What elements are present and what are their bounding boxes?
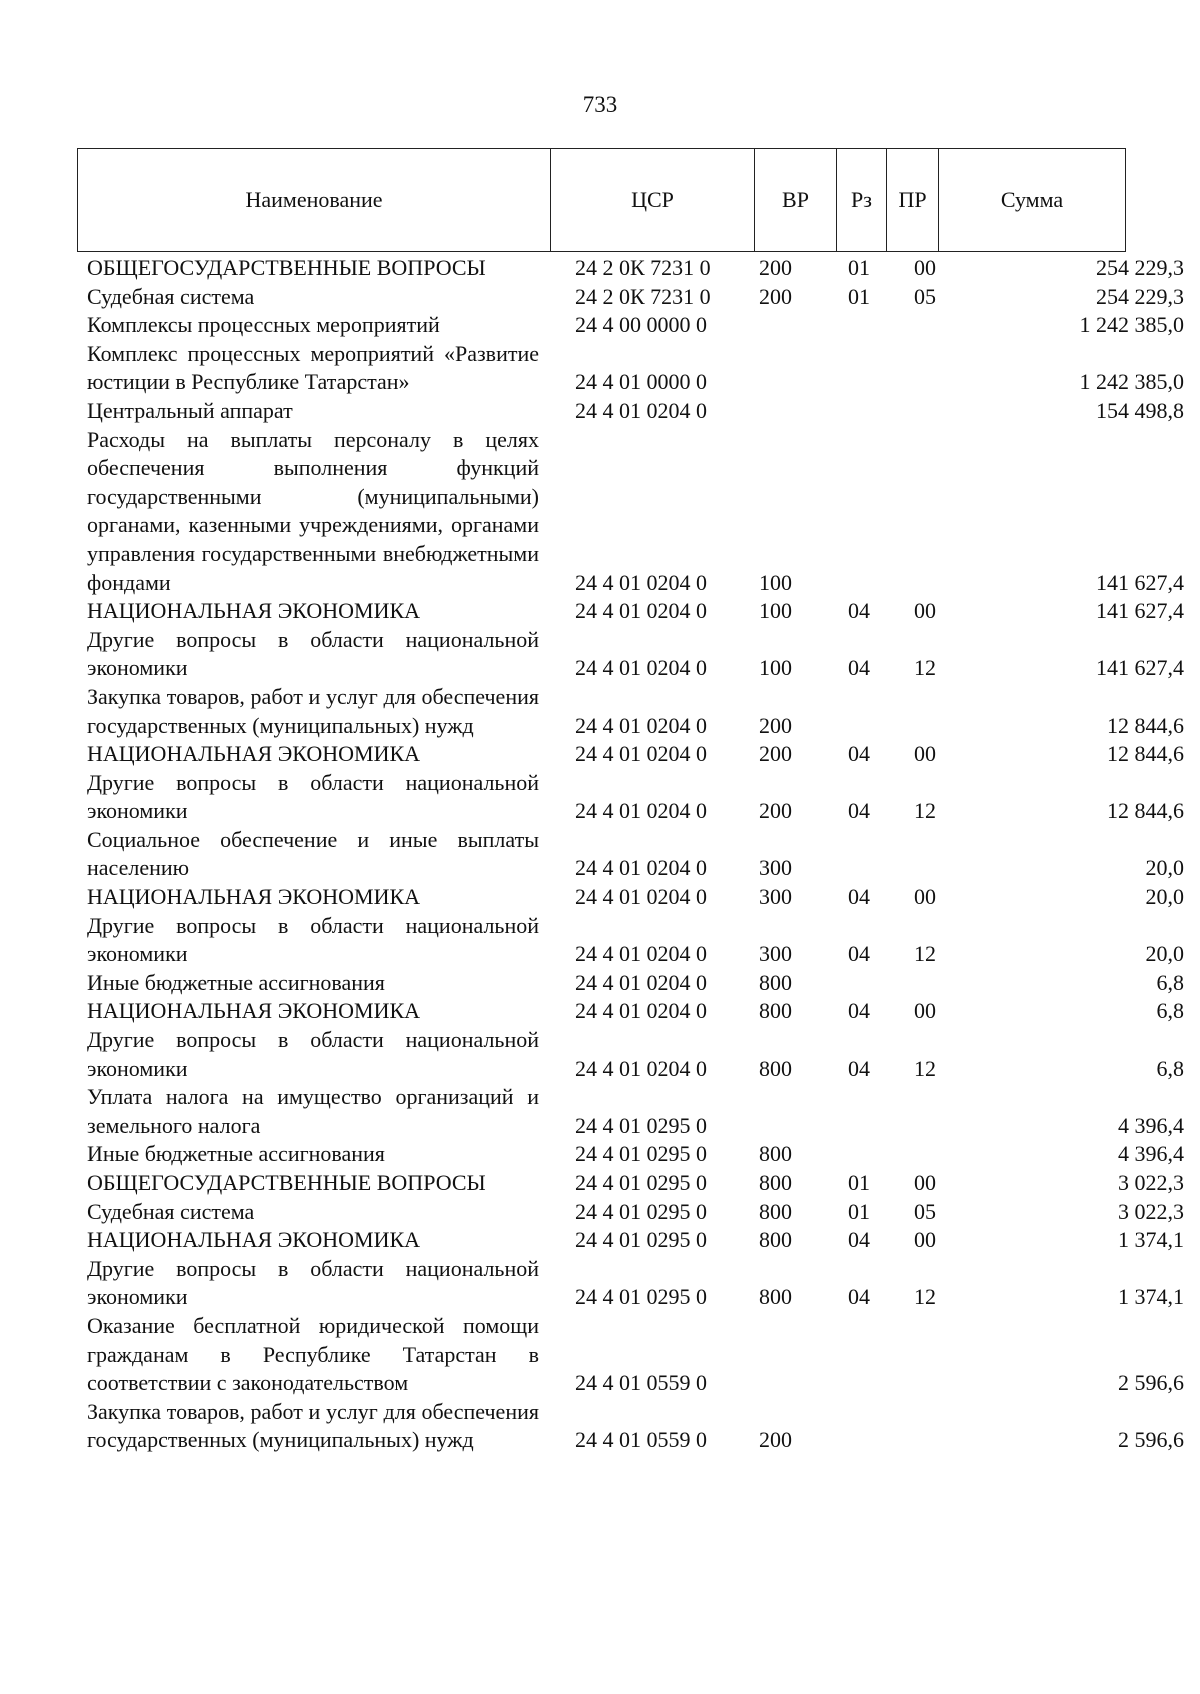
cell-rz: 04 — [848, 884, 870, 910]
cell-csr: 24 4 01 0295 0 — [575, 1284, 707, 1310]
cell-sum: 254 229,3 — [1096, 283, 1184, 309]
cell-csr: 24 4 01 0204 0 — [575, 1055, 707, 1081]
cell-csr: 24 4 01 0204 0 — [575, 884, 707, 910]
table-body — [0, 254, 1200, 1455]
cell-csr: 24 4 01 0295 0 — [575, 1198, 707, 1224]
cell-name: Другие вопросы в области национальной экономики — [87, 1027, 539, 1081]
cell-vr: 200 — [759, 798, 792, 824]
table-row — [0, 1398, 1200, 1455]
page-number: 733 — [582, 92, 618, 117]
cell-csr: 24 4 01 0204 0 — [575, 569, 707, 595]
table-row — [0, 597, 1200, 626]
cell-name: Закупка товаров, работ и услуг для обеспечения государственных (муниципальных) нужд — [87, 683, 539, 738]
cell-rz: 04 — [848, 998, 870, 1024]
cell-rz: 01 — [848, 1198, 870, 1224]
table-row — [0, 740, 1200, 769]
cell-name: Другие вопросы в области национальной экономики — [87, 912, 539, 967]
cell-name: НАЦИОНАЛЬНАЯ ЭКОНОМИКА — [87, 741, 421, 767]
header-name: Наименование — [245, 187, 383, 212]
cell-csr: 24 4 01 0204 0 — [575, 397, 707, 423]
cell-csr: 24 4 01 0295 0 — [575, 1170, 707, 1195]
cell-sum: 2 596,6 — [1118, 1370, 1184, 1396]
cell-csr: 24 4 01 0204 0 — [575, 798, 707, 824]
cell-sum: 12 844,6 — [1107, 798, 1184, 824]
cell-csr: 24 4 01 0204 0 — [575, 712, 707, 738]
cell-name: Иные бюджетные ассигнования — [87, 969, 385, 995]
cell-name: Уплата налога на имущество организаций и земельного налога — [87, 1084, 539, 1138]
cell-sum: 12 844,6 — [1107, 741, 1184, 767]
cell-vr: 100 — [759, 598, 792, 624]
table-row — [0, 1026, 1200, 1083]
cell-rz: 04 — [848, 1284, 870, 1310]
cell-csr: 24 4 01 0204 0 — [575, 941, 707, 967]
cell-vr: 800 — [759, 1227, 792, 1253]
header-csr: ЦСР — [550, 149, 754, 251]
header-sum: Сумма — [938, 149, 1125, 251]
cell-vr: 300 — [759, 855, 792, 881]
cell-sum: 6,8 — [1156, 1055, 1184, 1081]
cell-vr: 800 — [759, 1055, 792, 1081]
cell-sum: 20,0 — [1145, 941, 1184, 967]
cell-name: Центральный аппарат — [87, 397, 293, 423]
table-header — [77, 148, 1126, 252]
table-row — [0, 254, 1200, 283]
cell-pr: 05 — [914, 1198, 936, 1224]
cell-vr: 200 — [759, 283, 792, 309]
cell-sum: 20,0 — [1145, 855, 1184, 881]
table-row — [0, 426, 1200, 598]
cell-sum: 6,8 — [1156, 969, 1184, 995]
cell-pr: 12 — [914, 941, 936, 967]
cell-name: Комплекс процессных мероприятий «Развитие юстиции в Республике Татарстан» — [87, 340, 539, 395]
cell-pr: 12 — [914, 655, 936, 681]
cell-name: ОБЩЕГОСУДАРСТВЕННЫЕ ВОПРОСЫ — [87, 255, 486, 280]
cell-sum: 4 396,4 — [1118, 1141, 1184, 1167]
table-row — [0, 997, 1200, 1026]
cell-rz: 04 — [848, 798, 870, 824]
cell-csr: 24 4 01 0204 0 — [575, 655, 707, 681]
table-row — [0, 340, 1200, 397]
cell-vr: 800 — [759, 1170, 792, 1195]
cell-sum: 2 596,6 — [1118, 1427, 1184, 1453]
cell-csr: 24 4 01 0559 0 — [575, 1370, 707, 1396]
cell-pr: 00 — [914, 255, 936, 280]
table-row — [0, 769, 1200, 826]
header-vr: ВР — [754, 149, 836, 251]
cell-sum: 3 022,3 — [1118, 1198, 1184, 1224]
cell-vr: 800 — [759, 1284, 792, 1310]
cell-csr: 24 4 01 0204 0 — [575, 855, 707, 881]
cell-name: Другие вопросы в области национальной экономики — [87, 626, 539, 681]
cell-pr: 00 — [914, 1227, 936, 1253]
cell-sum: 154 498,8 — [1096, 397, 1184, 423]
cell-name: Судебная система — [87, 283, 255, 309]
cell-sum: 1 374,1 — [1118, 1284, 1184, 1310]
cell-name: ОБЩЕГОСУДАРСТВЕННЫЕ ВОПРОСЫ — [87, 1170, 486, 1195]
table-row — [0, 311, 1200, 340]
cell-sum: 20,0 — [1145, 884, 1184, 910]
cell-name: НАЦИОНАЛЬНАЯ ЭКОНОМИКА — [87, 884, 421, 910]
cell-vr: 200 — [759, 712, 792, 738]
cell-pr: 00 — [914, 1170, 936, 1195]
cell-vr: 200 — [759, 1427, 792, 1453]
cell-name: Иные бюджетные ассигнования — [87, 1141, 385, 1167]
cell-sum: 1 242 385,0 — [1079, 312, 1184, 338]
cell-vr: 300 — [759, 941, 792, 967]
cell-name: Судебная система — [87, 1198, 255, 1224]
cell-csr: 24 4 01 0204 0 — [575, 598, 707, 624]
cell-vr: 100 — [759, 655, 792, 681]
cell-rz: 04 — [848, 741, 870, 767]
cell-rz: 04 — [848, 941, 870, 967]
cell-vr: 200 — [759, 741, 792, 767]
cell-csr: 24 4 00 0000 0 — [575, 312, 707, 338]
cell-rz: 01 — [848, 255, 870, 280]
cell-csr: 24 4 01 0295 0 — [575, 1141, 707, 1167]
cell-vr: 800 — [759, 1141, 792, 1167]
table-row — [0, 683, 1200, 740]
cell-rz: 01 — [848, 1170, 870, 1195]
table-row — [0, 1255, 1200, 1312]
table-row — [0, 912, 1200, 969]
header-rz: Рз — [836, 149, 886, 251]
cell-name: НАЦИОНАЛЬНАЯ ЭКОНОМИКА — [87, 1227, 421, 1253]
cell-pr: 12 — [914, 798, 936, 824]
cell-vr: 100 — [759, 569, 792, 595]
header-pr: ПР — [886, 149, 938, 251]
cell-vr: 800 — [759, 1198, 792, 1224]
cell-pr: 00 — [914, 998, 936, 1024]
cell-csr: 24 4 01 0559 0 — [575, 1427, 707, 1453]
table-row — [0, 1312, 1200, 1398]
cell-sum: 141 627,4 — [1096, 598, 1184, 624]
cell-name: НАЦИОНАЛЬНАЯ ЭКОНОМИКА — [87, 998, 421, 1024]
cell-rz: 01 — [848, 283, 870, 309]
cell-rz: 04 — [848, 598, 870, 624]
cell-name: Социальное обеспечение и иные выплаты населению — [87, 826, 539, 881]
table-row — [0, 397, 1200, 426]
cell-name: Другие вопросы в области национальной экономики — [87, 1255, 539, 1310]
cell-vr: 800 — [759, 998, 792, 1024]
cell-csr: 24 4 01 0204 0 — [575, 998, 707, 1024]
cell-csr: 24 2 0К 7231 0 — [575, 255, 711, 280]
cell-rz: 04 — [848, 1227, 870, 1253]
cell-name: НАЦИОНАЛЬНАЯ ЭКОНОМИКА — [87, 598, 421, 624]
cell-csr: 24 4 01 0295 0 — [575, 1227, 707, 1253]
cell-pr: 00 — [914, 598, 936, 624]
table-row — [0, 1169, 1200, 1198]
cell-name: Оказание бесплатной юридической помощи гражданам в Республике Татарстан в соответствии с законодательством — [87, 1312, 539, 1396]
cell-pr: 05 — [914, 283, 936, 309]
table-row — [0, 1083, 1200, 1140]
cell-name: Расходы на выплаты персоналу в целях обеспечения выполнения функций государственными (муниципальными) органами, казенными учреждениями, органами управления государственными внебюджетными фондами — [87, 426, 539, 595]
cell-name: Комплексы процессных мероприятий — [87, 312, 440, 338]
table-row — [0, 283, 1200, 312]
cell-sum: 3 022,3 — [1118, 1170, 1184, 1195]
cell-rz: 04 — [848, 1055, 870, 1081]
cell-vr: 300 — [759, 884, 792, 910]
table-row — [0, 1198, 1200, 1227]
cell-vr: 800 — [759, 969, 792, 995]
cell-sum: 6,8 — [1156, 998, 1184, 1024]
cell-sum: 1 242 385,0 — [1079, 369, 1184, 395]
cell-sum: 254 229,3 — [1096, 255, 1184, 280]
cell-name: Другие вопросы в области национальной экономики — [87, 769, 539, 824]
cell-pr: 00 — [914, 884, 936, 910]
cell-rz: 04 — [848, 655, 870, 681]
cell-csr: 24 4 01 0000 0 — [575, 369, 707, 395]
table-row — [0, 883, 1200, 912]
cell-sum: 12 844,6 — [1107, 712, 1184, 738]
cell-sum: 141 627,4 — [1096, 655, 1184, 681]
table-row — [0, 1226, 1200, 1255]
cell-csr: 24 2 0К 7231 0 — [575, 283, 711, 309]
cell-csr: 24 4 01 0204 0 — [575, 741, 707, 767]
cell-csr: 24 4 01 0204 0 — [575, 969, 707, 995]
cell-vr: 200 — [759, 255, 792, 280]
cell-pr: 00 — [914, 741, 936, 767]
cell-pr: 12 — [914, 1055, 936, 1081]
cell-sum: 4 396,4 — [1118, 1112, 1184, 1138]
table-row — [0, 826, 1200, 883]
table-row — [0, 969, 1200, 998]
cell-csr: 24 4 01 0295 0 — [575, 1112, 707, 1138]
table-row — [0, 626, 1200, 683]
cell-pr: 12 — [914, 1284, 936, 1310]
cell-sum: 1 374,1 — [1118, 1227, 1184, 1253]
cell-sum: 141 627,4 — [1096, 569, 1184, 595]
cell-name: Закупка товаров, работ и услуг для обеспечения государственных (муниципальных) нужд — [87, 1398, 539, 1453]
table-row — [0, 1140, 1200, 1169]
